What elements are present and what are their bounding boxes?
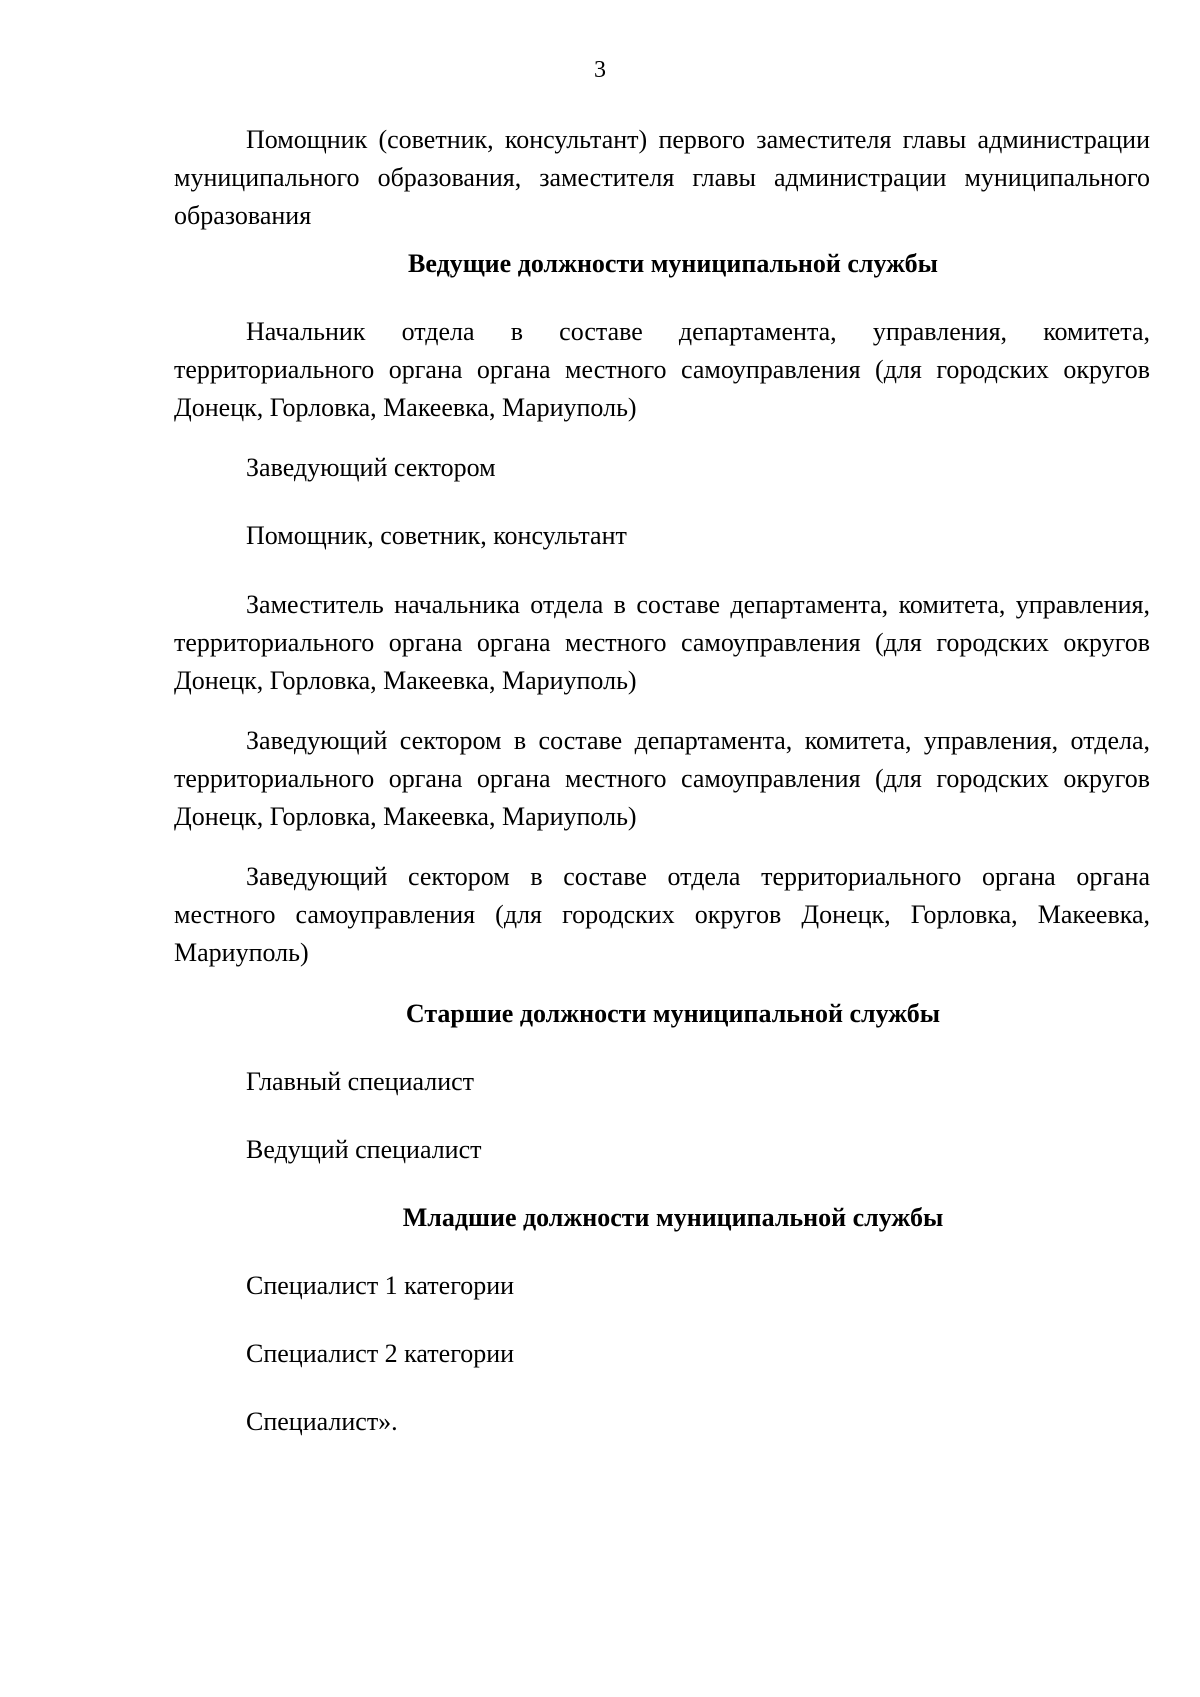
position-item: Заведующий сектором в составе отдела территориального органа органа местного самоуправления (для городских округов Донецк, Горловка, Макеевка, Мариуполь)	[174, 862, 1150, 967]
position-item: Заместитель начальника отдела в составе департамента, комитета, управления, территориального органа органа местного самоуправления (для городских округов Донецк, Горловка, Макеевка, Мариуполь)	[174, 590, 1150, 695]
position-item: Специалист 2 категории	[246, 1339, 515, 1368]
section-heading-senior: Старшие должности муниципальной службы	[405, 999, 941, 1028]
page-number: 3	[594, 57, 606, 83]
position-item: Помощник, советник, консультант	[246, 521, 627, 550]
position-item: Ведущий специалист	[246, 1135, 482, 1164]
position-item: Специалист 1 категории	[246, 1271, 515, 1300]
intro-paragraph: Помощник (советник, консультант) первого заместителя главы администрации муниципального образования, заместителя главы администрации муниципального образования	[174, 125, 1150, 230]
position-item: Специалист».	[246, 1407, 398, 1436]
position-item: Начальник отдела в составе департамента, управления, комитета, территориального органа органа местного самоуправления (для городских округов Донецк, Горловка, Макеевка, Мариуполь)	[174, 317, 1150, 422]
position-item: Главный специалист	[246, 1067, 475, 1096]
position-item: Заведующий сектором в составе департамента, комитета, управления, отдела, территориального органа органа местного самоуправления (для городских округов Донецк, Горловка, Макеевка, Мариуполь)	[174, 726, 1150, 831]
section-heading-junior: Младшие должности муниципальной службы	[402, 1203, 944, 1232]
section-heading-leading: Ведущие должности муниципальной службы	[408, 249, 938, 278]
position-item: Заведующий сектором	[246, 453, 496, 482]
